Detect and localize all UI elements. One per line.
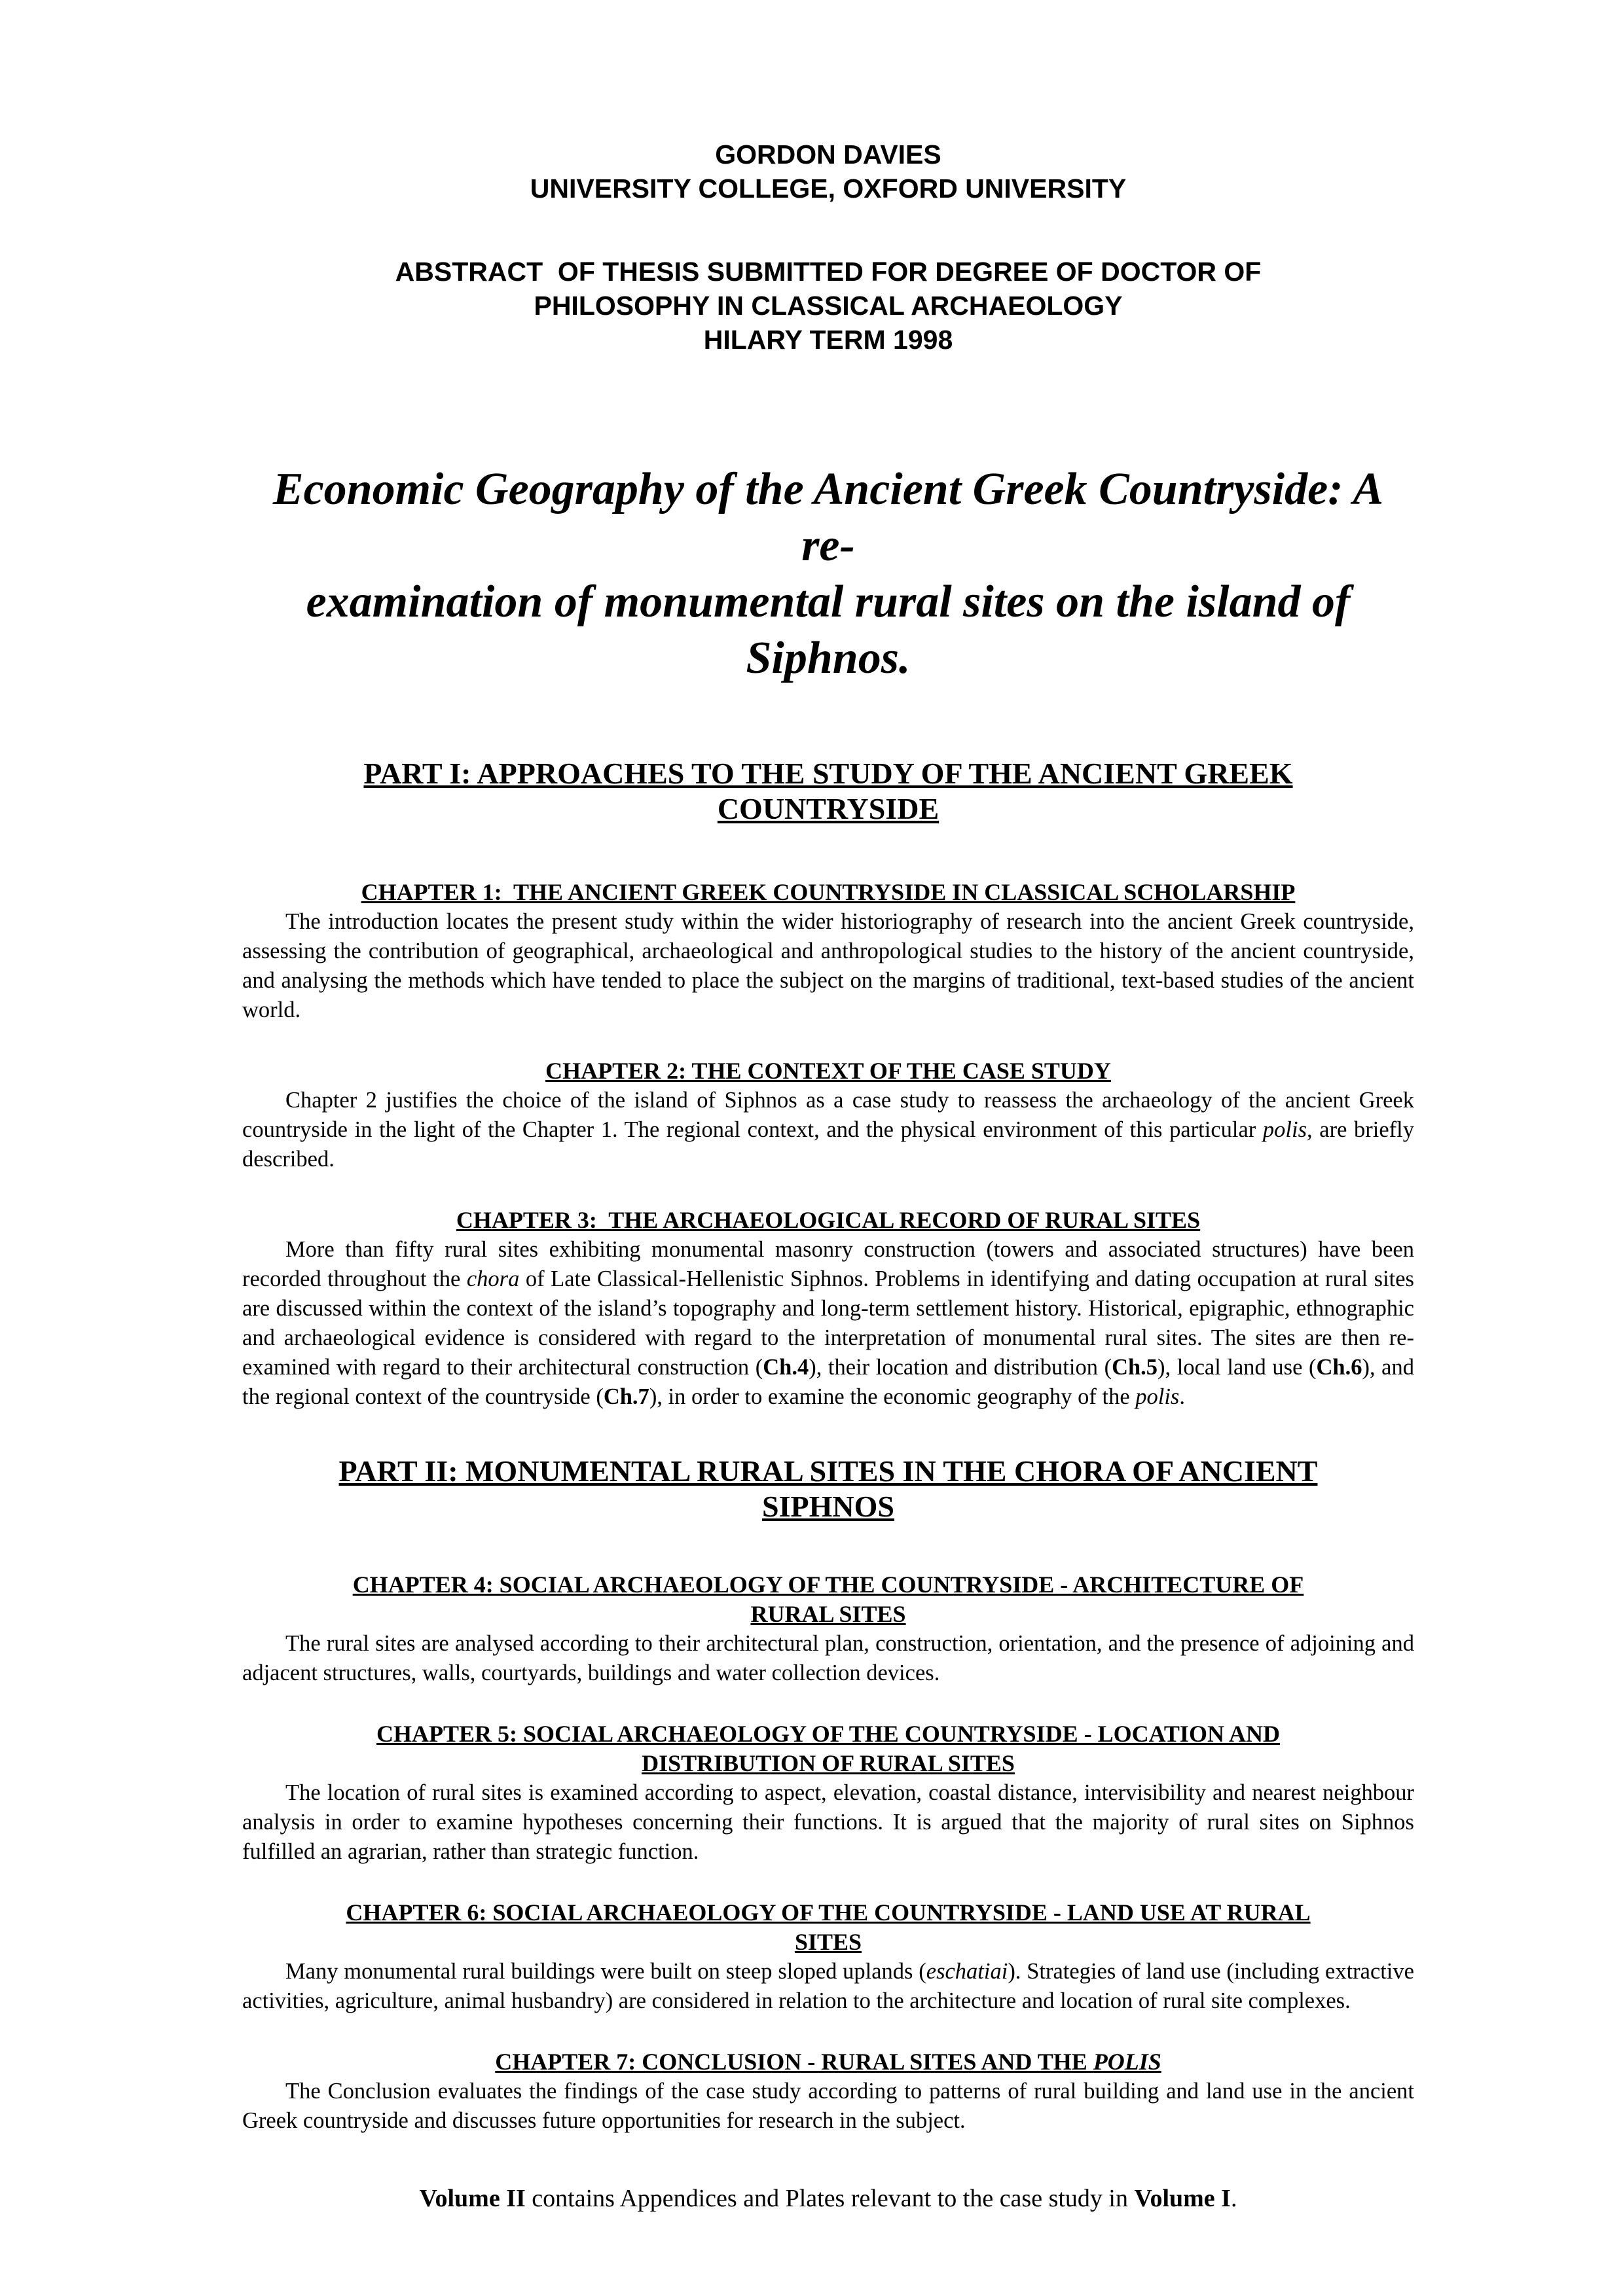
- chapter-2-body: [242, 1086, 1414, 1174]
- chapter-3-text-a: More than fifty rural sites exhibiting monumental masonry construction (towers and associated structures) have been recorded throughout the: [242, 1237, 1414, 1291]
- chapter-6-heading: [242, 1898, 1414, 1957]
- chapter-1-section: [242, 878, 1414, 1025]
- chapter-3-text-e: ), local land use (: [1158, 1355, 1317, 1380]
- thesis-title: [242, 461, 1414, 687]
- chapter-3-ref-ch6: Ch.6: [1316, 1355, 1362, 1380]
- author-block: [242, 137, 1414, 206]
- chapter-3-polis: polis: [1135, 1384, 1180, 1409]
- abstract-content: [242, 137, 1414, 2214]
- chapter-7-heading-polis: POLIS: [1093, 2049, 1161, 2075]
- abstract-line-2: PHILOSOPHY IN CLASSICAL ARCHAEOLOGY: [534, 291, 1123, 321]
- chapter-5-section: [242, 1719, 1414, 1867]
- chapter-3-ref-ch5: Ch.5: [1112, 1355, 1158, 1380]
- chapter-4-heading: [242, 1570, 1414, 1629]
- chapter-6-heading-line-1: CHAPTER 6: SOCIAL ARCHAEOLOGY OF THE COUNTRYSIDE - LAND USE AT RURAL: [346, 1899, 1311, 1926]
- chapter-5-heading-line-2: DISTRIBUTION OF RURAL SITES: [642, 1750, 1015, 1776]
- term-line: HILARY TERM 1998: [703, 325, 953, 355]
- chapter-5-heading: [242, 1719, 1414, 1778]
- chapter-3-text-d: ), their location and distribution (: [809, 1355, 1112, 1380]
- chapter-3-chora: chora: [466, 1266, 520, 1291]
- abstract-info-block: [242, 255, 1414, 357]
- chapter-7-heading-text: CHAPTER 7: CONCLUSION - RURAL SITES AND THE: [495, 2049, 1093, 2075]
- chapter-6-text-c: ). Strategies of land use (including extractive activities, agriculture, animal husbandry) are considered in relation to the architecture and location of rural site complexes.: [242, 1959, 1414, 2013]
- institution-name: UNIVERSITY COLLEGE, OXFORD UNIVERSITY: [530, 173, 1127, 204]
- chapter-6-text-a: Many monumental rural buildings were built on steep sloped uplands (: [285, 1959, 926, 1984]
- abstract-line-1: ABSTRACT OF THESIS SUBMITTED FOR DEGREE OF DOCTOR OF: [395, 257, 1262, 287]
- chapter-3-heading: CHAPTER 3: THE ARCHAEOLOGICAL RECORD OF RURAL SITES: [456, 1207, 1201, 1233]
- chapter-6-section: [242, 1898, 1414, 2016]
- chapter-4-heading-line-1: CHAPTER 4: SOCIAL ARCHAEOLOGY OF THE COUNTRYSIDE - ARCHITECTURE OF: [352, 1571, 1304, 1598]
- chapter-7-heading: [242, 2047, 1414, 2077]
- chapter-3-text-c: of Late Classical-Hellenistic Siphnos. Problems in identifying and dating occupation at rural sites are discussed within the context of the island’s topography and long-term settlement history. Historical, epigraphic, ethnographic and archaeological evidence is considered with regard to the interpretation of monumental rural sites. The sites are then re-examined with regard to their architectural construction (: [242, 1266, 1414, 1380]
- chapter-4-heading-line-2: RURAL SITES: [750, 1601, 906, 1627]
- volume-note-end: .: [1230, 2185, 1237, 2212]
- chapter-2-text-a: Chapter 2 justifies the choice of the island of Siphnos as a case study to reassess the archaeology of the ancient Greek countryside in the light of the Chapter 1. The regional context, and the physical environment of this particular: [242, 1088, 1414, 1142]
- chapter-3-ref-ch4: Ch.4: [763, 1355, 809, 1380]
- chapter-2-text-c: , are briefly described.: [242, 1117, 1415, 1172]
- part-2-heading-line-2: SIPHNOS: [762, 1490, 894, 1523]
- volume-note: [242, 2183, 1414, 2214]
- author-name: GORDON DAVIES: [715, 139, 941, 170]
- part-2-heading-line-1: PART II: MONUMENTAL RURAL SITES IN THE CHORA OF ANCIENT: [338, 1454, 1318, 1488]
- chapter-3-body: [242, 1235, 1414, 1412]
- chapter-2-section: [242, 1056, 1414, 1174]
- chapter-6-body: [242, 1957, 1414, 2016]
- volume-note-text: contains Appendices and Plates relevant to the case study in: [525, 2185, 1135, 2212]
- part-2-heading: [242, 1454, 1414, 1524]
- part-1-heading-line-2: COUNTRYSIDE: [717, 792, 939, 825]
- chapter-7-body: The Conclusion evaluates the findings of the case study according to patterns of rural building and land use in the ancient Greek countryside and discusses future opportunities for research in the subject.: [242, 2079, 1414, 2133]
- volume-2-label: Volume II: [419, 2185, 526, 2212]
- chapter-5-body: The location of rural sites is examined according to aspect, elevation, coastal distance, intervisibility and nearest neighbour analysis in order to examine hypotheses concerning their functions. It is argued that the majority of rural sites on Siphnos fulfilled an agrarian, rather than strategic function.: [242, 1780, 1414, 1864]
- chapter-4-section: [242, 1570, 1414, 1688]
- chapter-7-section: [242, 2047, 1414, 2136]
- chapter-2-polis: polis: [1262, 1117, 1307, 1142]
- part-1-heading-line-1: PART I: APPROACHES TO THE STUDY OF THE ANCIENT GREEK: [363, 757, 1293, 790]
- chapter-3-text-g: ), in order to examine the economic geography of the: [649, 1384, 1136, 1409]
- chapter-6-heading-line-2: SITES: [794, 1929, 862, 1955]
- chapter-3-text-f: ), and the regional context of the countryside (: [242, 1355, 1414, 1409]
- chapter-3-section: [242, 1206, 1414, 1412]
- chapter-3-ref-ch7: Ch.7: [603, 1384, 649, 1409]
- thesis-title-line-1: Economic Geography of the Ancient Greek Countryside: A re-: [272, 464, 1384, 571]
- chapter-3-text-i: .: [1179, 1384, 1185, 1409]
- chapter-4-body: The rural sites are analysed according to their architectural plan, construction, orientation, and the presence of adjoining and adjacent structures, walls, courtyards, buildings and water collection devices.: [242, 1631, 1414, 1685]
- part-1-heading: [242, 756, 1414, 827]
- chapter-6-eschatiai: eschatiai: [926, 1959, 1008, 1984]
- chapter-1-heading: CHAPTER 1: THE ANCIENT GREEK COUNTRYSIDE IN CLASSICAL SCHOLARSHIP: [361, 879, 1296, 905]
- thesis-title-line-3: Siphnos.: [746, 633, 911, 683]
- chapter-5-heading-line-1: CHAPTER 5: SOCIAL ARCHAEOLOGY OF THE COUNTRYSIDE - LOCATION AND: [376, 1721, 1280, 1747]
- chapter-1-body: The introduction locates the present study within the wider historiography of research into the ancient Greek countryside, assessing the contribution of geographical, archaeological and anthropological studies to the history of the ancient countryside, and analysing the methods which have tended to place the subject on the margins of traditional, text-based studies of the ancient world.: [242, 909, 1414, 1022]
- thesis-title-line-2: examination of monumental rural sites on the island of: [306, 577, 1351, 627]
- volume-1-label: Volume I: [1134, 2185, 1231, 2212]
- chapter-2-heading: CHAPTER 2: THE CONTEXT OF THE CASE STUDY: [545, 1058, 1111, 1084]
